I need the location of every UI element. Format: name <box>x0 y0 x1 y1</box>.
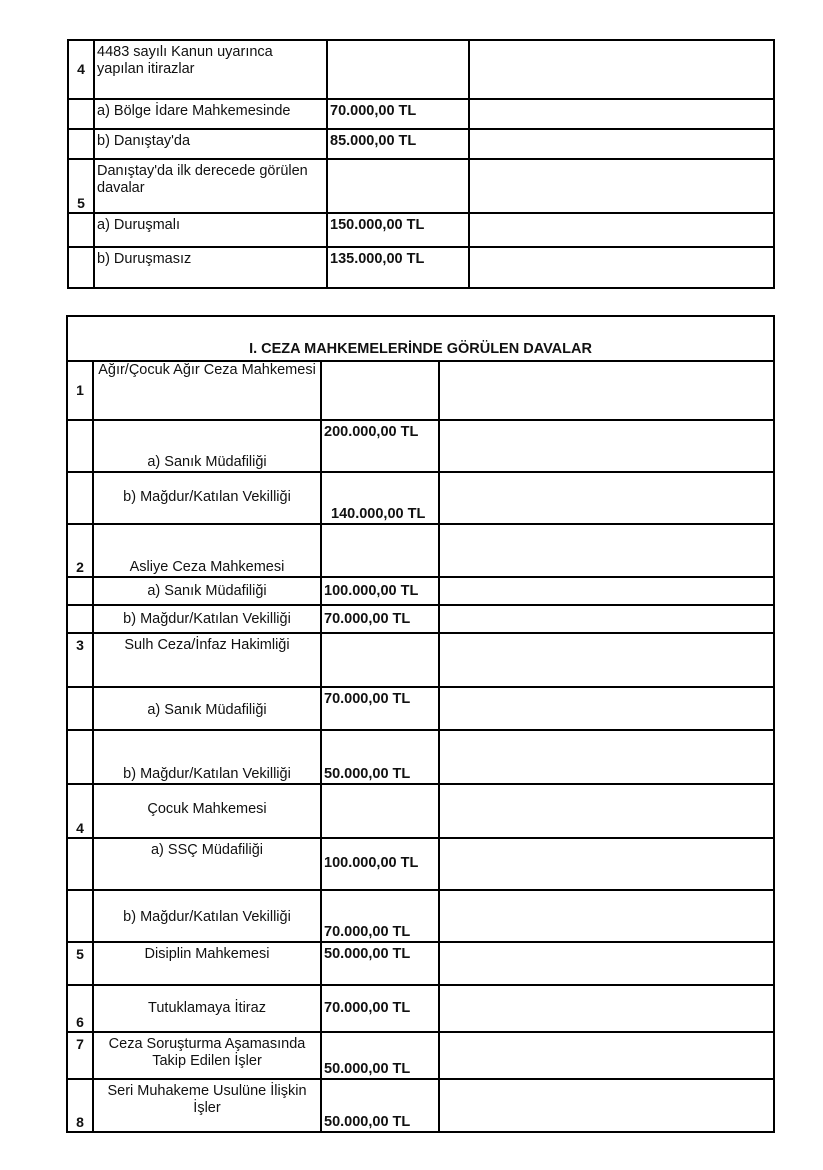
row-description: Seri Muhakeme Usulüne İlişkin İşler <box>93 1079 321 1132</box>
empty-cell <box>439 577 774 605</box>
table-row <box>67 524 774 577</box>
empty-cell <box>469 247 774 288</box>
row-description: b) Mağdur/Katılan Vekilliği <box>93 605 321 633</box>
row-amount <box>321 524 439 577</box>
row-description: Tutuklamaya İtiraz <box>93 985 321 1032</box>
empty-cell <box>439 730 774 784</box>
empty-cell <box>439 942 774 985</box>
row-number: 6 <box>67 985 93 1032</box>
row-number: 3 <box>67 633 93 687</box>
table-row <box>67 942 774 985</box>
row-amount: 140.000,00 TL <box>321 472 439 524</box>
row-amount: 50.000,00 TL <box>321 730 439 784</box>
table-row <box>68 99 774 129</box>
row-number <box>67 687 93 730</box>
row-number <box>68 99 94 129</box>
table-row <box>67 890 774 942</box>
empty-cell <box>439 605 774 633</box>
row-amount: 50.000,00 TL <box>321 1032 439 1079</box>
table-row <box>67 985 774 1032</box>
row-description: Disiplin Mahkemesi <box>93 942 321 985</box>
row-number <box>67 605 93 633</box>
row-description: a) Sanık Müdafiliği <box>93 420 321 472</box>
table-row <box>67 472 774 524</box>
row-amount: 135.000,00 TL <box>327 247 469 288</box>
table-row <box>67 687 774 730</box>
empty-cell <box>469 213 774 247</box>
empty-cell <box>439 1079 774 1132</box>
row-amount <box>321 784 439 838</box>
row-number <box>67 730 93 784</box>
empty-cell <box>469 40 774 99</box>
empty-cell <box>439 472 774 524</box>
empty-cell <box>439 633 774 687</box>
row-amount: 100.000,00 TL <box>321 577 439 605</box>
row-description: a) Bölge İdare Mahkemesinde <box>94 99 327 129</box>
row-number <box>67 838 93 890</box>
table-row <box>67 838 774 890</box>
row-number <box>67 420 93 472</box>
table-row <box>67 1079 774 1132</box>
row-amount: 50.000,00 TL <box>321 1079 439 1132</box>
row-description: 4483 sayılı Kanun uyarınca yapılan itirazlar <box>94 40 327 99</box>
table-row <box>67 605 774 633</box>
row-description: Ceza Soruşturma Aşamasında Takip Edilen İşler <box>93 1032 321 1079</box>
table-row <box>68 213 774 247</box>
empty-cell <box>439 420 774 472</box>
table-row <box>67 420 774 472</box>
row-description: b) Duruşmasız <box>94 247 327 288</box>
row-description: a) Sanık Müdafiliği <box>93 577 321 605</box>
row-number: 4 <box>68 40 94 99</box>
table-row <box>67 730 774 784</box>
row-amount <box>327 159 469 213</box>
empty-cell <box>439 1032 774 1079</box>
table-row <box>68 40 774 99</box>
row-description: b) Mağdur/Katılan Vekilliği <box>93 730 321 784</box>
row-amount <box>327 40 469 99</box>
table-row <box>68 129 774 159</box>
empty-cell <box>439 687 774 730</box>
row-amount: 150.000,00 TL <box>327 213 469 247</box>
empty-cell <box>439 524 774 577</box>
fee-table-administrative <box>67 39 775 289</box>
row-number <box>68 247 94 288</box>
empty-cell <box>469 159 774 213</box>
row-amount: 100.000,00 TL <box>321 838 439 890</box>
row-description: Danıştay'da ilk derecede görülen davalar <box>94 159 327 213</box>
row-amount: 70.000,00 TL <box>321 890 439 942</box>
row-number <box>68 213 94 247</box>
row-amount: 70.000,00 TL <box>321 985 439 1032</box>
row-number: 8 <box>67 1079 93 1132</box>
row-description: b) Mağdur/Katılan Vekilliği <box>93 890 321 942</box>
row-amount: 70.000,00 TL <box>327 99 469 129</box>
row-number <box>67 577 93 605</box>
row-number: 7 <box>67 1032 93 1079</box>
section-title: I. CEZA MAHKEMELERİNDE GÖRÜLEN DAVALAR <box>67 316 774 361</box>
row-amount: 70.000,00 TL <box>321 687 439 730</box>
row-description: Sulh Ceza/İnfaz Hakimliği <box>93 633 321 687</box>
table-row <box>68 247 774 288</box>
empty-cell <box>439 361 774 420</box>
row-description: Çocuk Mahkemesi <box>93 784 321 838</box>
table-row <box>67 361 774 420</box>
empty-cell <box>439 784 774 838</box>
row-number <box>67 472 93 524</box>
table-row <box>68 159 774 213</box>
empty-cell <box>439 985 774 1032</box>
fee-table-criminal <box>66 315 775 1133</box>
row-description: Ağır/Çocuk Ağır Ceza Mahkemesi <box>93 361 321 420</box>
row-amount: 70.000,00 TL <box>321 605 439 633</box>
table-row <box>67 633 774 687</box>
row-description: b) Mağdur/Katılan Vekilliği <box>93 472 321 524</box>
row-number: 1 <box>67 361 93 420</box>
table-title-row <box>67 316 774 361</box>
row-amount: 85.000,00 TL <box>327 129 469 159</box>
row-number <box>67 890 93 942</box>
table-row <box>67 1032 774 1079</box>
row-number: 4 <box>67 784 93 838</box>
row-amount: 50.000,00 TL <box>321 942 439 985</box>
row-number <box>68 129 94 159</box>
row-number: 2 <box>67 524 93 577</box>
table-row <box>67 784 774 838</box>
row-number: 5 <box>67 942 93 985</box>
empty-cell <box>469 99 774 129</box>
row-description: b) Danıştay'da <box>94 129 327 159</box>
empty-cell <box>469 129 774 159</box>
row-amount <box>321 633 439 687</box>
row-number: 5 <box>68 159 94 213</box>
empty-cell <box>439 890 774 942</box>
row-amount <box>321 361 439 420</box>
row-description: a) SSÇ Müdafiliği <box>93 838 321 890</box>
row-description: a) Duruşmalı <box>94 213 327 247</box>
row-description: a) Sanık Müdafiliği <box>93 687 321 730</box>
row-amount: 200.000,00 TL <box>321 420 439 472</box>
row-description: Asliye Ceza Mahkemesi <box>93 524 321 577</box>
table-row <box>67 577 774 605</box>
empty-cell <box>439 838 774 890</box>
